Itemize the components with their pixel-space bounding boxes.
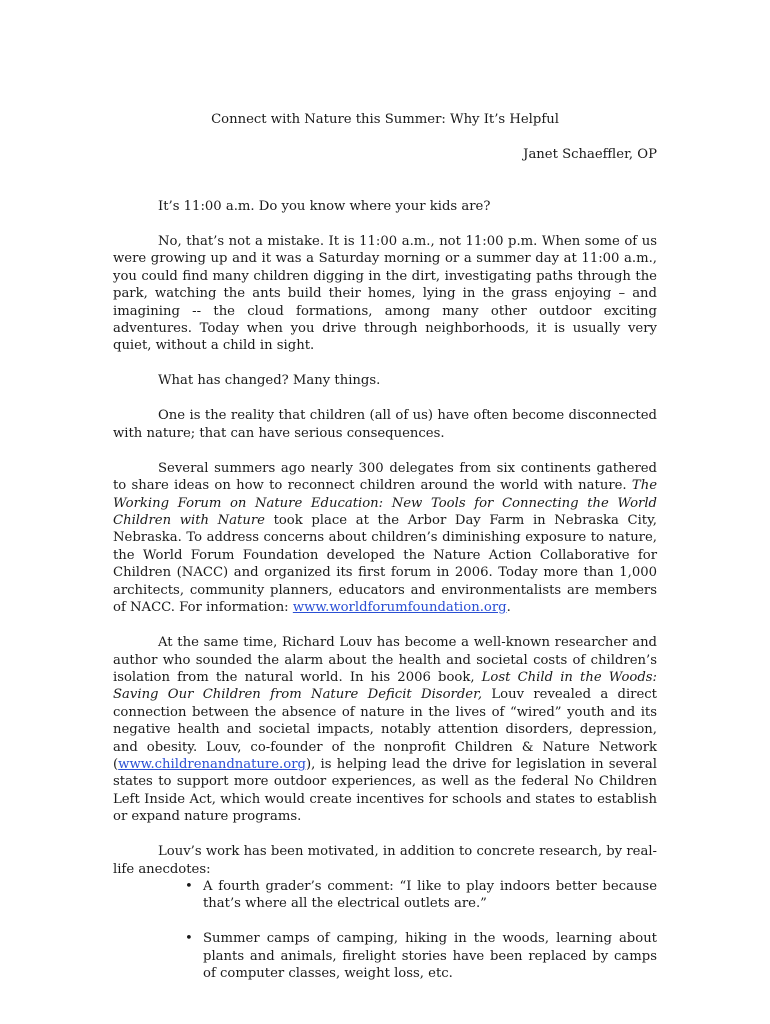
- paragraph-3: What has changed? Many things.: [158, 373, 381, 389]
- p6-book-title: Lost Child in the Woods: Saving Our Children from Nature Deficit Disorder,: [113, 669, 657, 703]
- list-item: [158, 878, 657, 913]
- p5-text-2: took place at the Arbor Day Farm in Nebraska City, Nebraska. To address concerns about children’s diminishing exposure to nature, the World Forum Foundation developed the Nature Action Collaborative for Children (NACC) and organized its first forum in 2006. Today more than 1,000 architects, community planners, educators and environmentalists are members of NACC. For information:: [113, 513, 657, 616]
- list-item-text: Summer camps of camping, hiking in the woods, learning about plants and animals, firelight stories have been replaced by camps of computer classes, weight loss, etc.: [203, 931, 657, 982]
- list-item: [158, 930, 657, 982]
- p6-text-3: ), is helping lead the drive for legislation in several states to support more outdoor experiences, as well as the federal No Children Left Inside Act, which would create incentives for schools and states to establish or expand nature programs.: [113, 756, 657, 825]
- paragraph-1: It’s 11:00 a.m. Do you know where your kids are?: [158, 199, 491, 214]
- paragraph-5: [113, 460, 657, 617]
- anecdote-list: [113, 878, 657, 983]
- bullet-icon: •: [185, 878, 193, 894]
- worldforumfoundation-link[interactable]: www.worldforumfoundation.org: [292, 600, 507, 616]
- p6-text-1: At the same time, Richard Louv has become a well-known researcher and author who sounded the alarm about the health and societal costs of children’s isolation from the natural world. In his 2006 book,: [113, 635, 657, 685]
- p6-text-2: Louv revealed a direct connection between the absence of nature in the lives of “wired” youth and its negative health and societal impacts, notably attention disorders, depression, and obesity. Louv, co-founder of the nonprofit Children & Nature Network (: [113, 687, 657, 772]
- p5-text-3: .: [506, 600, 511, 616]
- document-body: [113, 198, 657, 1000]
- paragraph-4: One is the reality that children (all of us) have often become disconnected with nature; that can have serious consequences.: [113, 408, 657, 441]
- document-title: Connect with Nature this Summer: Why It’s Helpful: [211, 112, 559, 127]
- author-line: Janet Schaeffler, OP: [523, 147, 657, 162]
- p5-text-1: Several summers ago nearly 300 delegates from six continents gathered to share ideas on how to reconnect children around the world with nature.: [113, 460, 657, 494]
- paragraph-2: No, that’s not a mistake. It is 11:00 a.m., not 11:00 p.m. When some of us were growing up and it was a Saturday morning or a summer day at 11:00 a.m., you could find many children digging in the dirt, investigating paths through the park, watching the ants build their homes, lying in the grass enjoying – and imagining -- the cloud formations, among many other outdoor exciting adventures. Today when you drive through neighborhoods, it is usually very quiet, without a child in sight.: [113, 234, 657, 354]
- p5-forum-title: The Working Forum on Nature Education: New Tools for Connecting the World Children with Nature: [113, 478, 657, 529]
- paragraph-6: [113, 634, 657, 825]
- bullet-icon: •: [185, 931, 193, 947]
- paragraph-7: Louv’s work has been motivated, in addition to concrete research, by real-life anecdotes:: [113, 844, 657, 877]
- list-item-text: A fourth grader’s comment: “I like to play indoors better because that’s where all the electrical outlets are.”: [203, 878, 657, 912]
- childrenandnature-link[interactable]: www.childrenandnature.org: [118, 756, 306, 772]
